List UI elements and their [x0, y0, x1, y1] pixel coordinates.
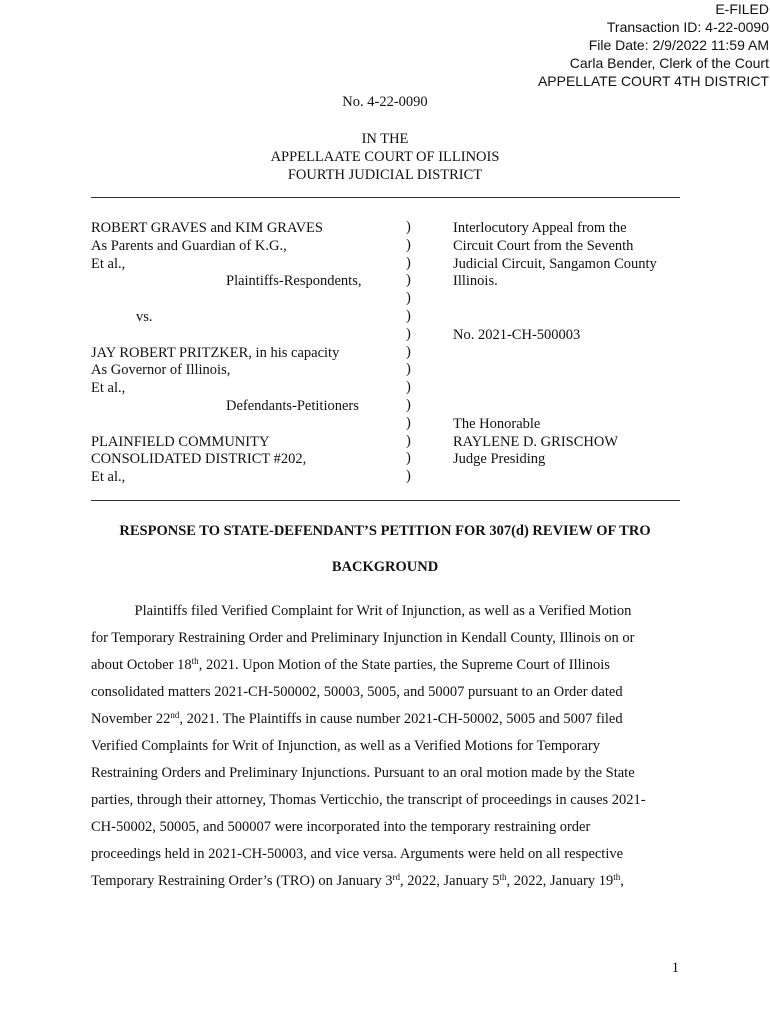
body-line: [91, 868, 683, 895]
court-heading: [0, 130, 770, 184]
caption-party-line: [91, 326, 391, 344]
caption-paren-line: ): [406, 290, 411, 307]
court-line-in-the: IN THE: [361, 131, 409, 147]
case-caption: [0, 219, 770, 489]
body-line: [91, 814, 683, 841]
caption-info-line: [453, 379, 693, 397]
stamp-line-transaction-id: Transaction ID: 4-22-0090: [606, 19, 769, 35]
body-text-run: , 2022, January 5: [400, 873, 500, 889]
caption-paren-line: ): [406, 361, 411, 378]
body-paragraph: [91, 598, 683, 895]
docket-number: No. 4-22-0090: [342, 94, 428, 110]
body-text-run: Verified Complaints for Writ of Injunction, as well as a Verified Motions for Temporary: [91, 738, 601, 754]
body-text-run: Temporary Restraining Order’s (TRO) on January 3: [91, 873, 393, 889]
caption-paren-line: ): [406, 468, 411, 485]
body-text-run: for Temporary Restraining Order and Preliminary Injunction in Kendall County, Illinois on or: [91, 630, 635, 646]
caption-paren-line: ): [406, 450, 411, 467]
page-number: 1: [671, 960, 679, 976]
body-line: [91, 652, 683, 679]
caption-info-line: The Honorable: [453, 415, 541, 432]
caption-paren-line: ): [406, 325, 411, 342]
caption-info-line: [453, 361, 693, 379]
caption-paren-line: ): [406, 379, 411, 396]
stamp-line-clerk: Carla Bender, Clerk of the Court: [569, 55, 769, 71]
section-heading: BACKGROUND: [331, 559, 439, 575]
stamp-line-court: APPELLATE COURT 4TH DISTRICT: [537, 73, 769, 89]
caption-parentheses: [406, 219, 416, 486]
stamp-line-file-date: File Date: 2/9/2022 11:59 AM: [588, 37, 769, 53]
caption-info-line: Illinois.: [453, 273, 498, 290]
body-text-run: consolidated matters 2021-CH-500002, 50003, 5005, and 50007 pursuant to an Order dated: [91, 684, 623, 700]
caption-party-line: vs.: [136, 308, 153, 325]
caption-party-line: Et al.,: [91, 380, 126, 397]
body-text-run: parties, through their attorney, Thomas Verticchio, the transcript of proceedings in causes 2021-: [91, 792, 646, 808]
caption-paren-line: ): [406, 219, 411, 235]
caption-paren-line: ): [406, 414, 411, 431]
caption-paren-line: ): [406, 343, 411, 360]
caption-party-line: JAY ROBERT PRITZKER, in his capacity: [91, 344, 340, 361]
body-text-run: Plaintiffs filed Verified Complaint for Writ of Injunction, as well as a Verified Motion: [91, 603, 632, 619]
court-line-name: APPELLAATE COURT OF ILLINOIS: [270, 149, 500, 165]
caption-party-line: As Parents and Guardian of K.G.,: [91, 237, 287, 254]
body-text-run: about October 18: [91, 657, 192, 673]
caption-party-line: ROBERT GRAVES and KIM GRAVES: [91, 220, 323, 236]
body-text-run: proceedings held in 2021-CH-50003, and vice versa. Arguments were held on all respective: [91, 846, 624, 862]
caption-info-line: Judge Presiding: [453, 451, 546, 468]
body-text-run: Restraining Orders and Preliminary Injunctions. Pursuant to an oral motion made by the State: [91, 765, 635, 781]
body-line: [91, 841, 683, 868]
caption-party-line: CONSOLIDATED DISTRICT #202,: [91, 451, 307, 468]
ordinal-suffix: rd: [392, 872, 401, 882]
caption-info-line: [453, 290, 693, 308]
caption-paren-line: ): [406, 254, 411, 271]
caption-party-line: PLAINFIELD COMMUNITY: [91, 433, 270, 450]
efiling-stamp: [538, 0, 769, 90]
body-line: [91, 679, 683, 706]
body-text-run: , 2022, January 19: [506, 873, 614, 889]
caption-party-line: [91, 415, 391, 433]
caption-info-line: Interlocutory Appeal from the: [453, 220, 627, 236]
caption-info-line: [453, 468, 693, 486]
caption-info-line: [453, 397, 693, 415]
caption-parties: [91, 219, 391, 486]
body-line: [91, 733, 683, 760]
caption-info-line: No. 2021-CH-500003: [453, 326, 581, 343]
caption-top-divider: [91, 197, 680, 198]
body-line: [91, 706, 683, 733]
body-line: [91, 760, 683, 787]
caption-paren-line: ): [406, 307, 411, 324]
ordinal-suffix: nd: [170, 710, 180, 720]
caption-party-line: [91, 290, 391, 308]
document-title: RESPONSE TO STATE-DEFENDANT’S PETITION FOR 307(d) REVIEW OF TRO: [119, 523, 651, 539]
ordinal-suffix: th: [499, 872, 507, 882]
body-text-run: November 22: [91, 711, 171, 727]
court-line-district: FOURTH JUDICIAL DISTRICT: [287, 167, 483, 183]
stamp-line-efiled: E-FILED: [715, 1, 769, 17]
caption-info-line: Judicial Circuit, Sangamon County: [453, 255, 657, 272]
caption-paren-line: ): [406, 236, 411, 253]
ordinal-suffix: th: [613, 872, 621, 882]
caption-party-line: Defendants-Petitioners: [226, 397, 359, 414]
ordinal-suffix: th: [191, 656, 199, 666]
caption-info-line: [453, 308, 693, 326]
caption-appeal-info: [453, 219, 693, 486]
body-text-run: ,: [620, 873, 624, 889]
body-text-run: , 2021. The Plaintiffs in cause number 2021-CH-50002, 5005 and 5007 filed: [179, 711, 623, 727]
body-line: [91, 787, 683, 814]
body-line: [91, 598, 683, 625]
body-text-run: , 2021. Upon Motion of the State parties, the Supreme Court of Illinois: [198, 657, 610, 673]
caption-info-line: Circuit Court from the Seventh: [453, 237, 634, 254]
caption-party-line: As Governor of Illinois,: [91, 362, 231, 379]
caption-info-line: [453, 344, 693, 362]
body-text-run: CH-50002, 50005, and 500007 were incorporated into the temporary restraining order: [91, 819, 591, 835]
body-line: [91, 625, 683, 652]
caption-info-line: RAYLENE D. GRISCHOW: [453, 433, 619, 450]
caption-paren-line: ): [406, 432, 411, 449]
caption-bottom-divider: [91, 500, 680, 501]
caption-party-line: Plaintiffs-Respondents,: [226, 273, 362, 290]
caption-paren-line: ): [406, 396, 411, 413]
caption-paren-line: ): [406, 272, 411, 289]
caption-party-line: Et al.,: [91, 469, 126, 486]
caption-party-line: Et al.,: [91, 255, 126, 272]
